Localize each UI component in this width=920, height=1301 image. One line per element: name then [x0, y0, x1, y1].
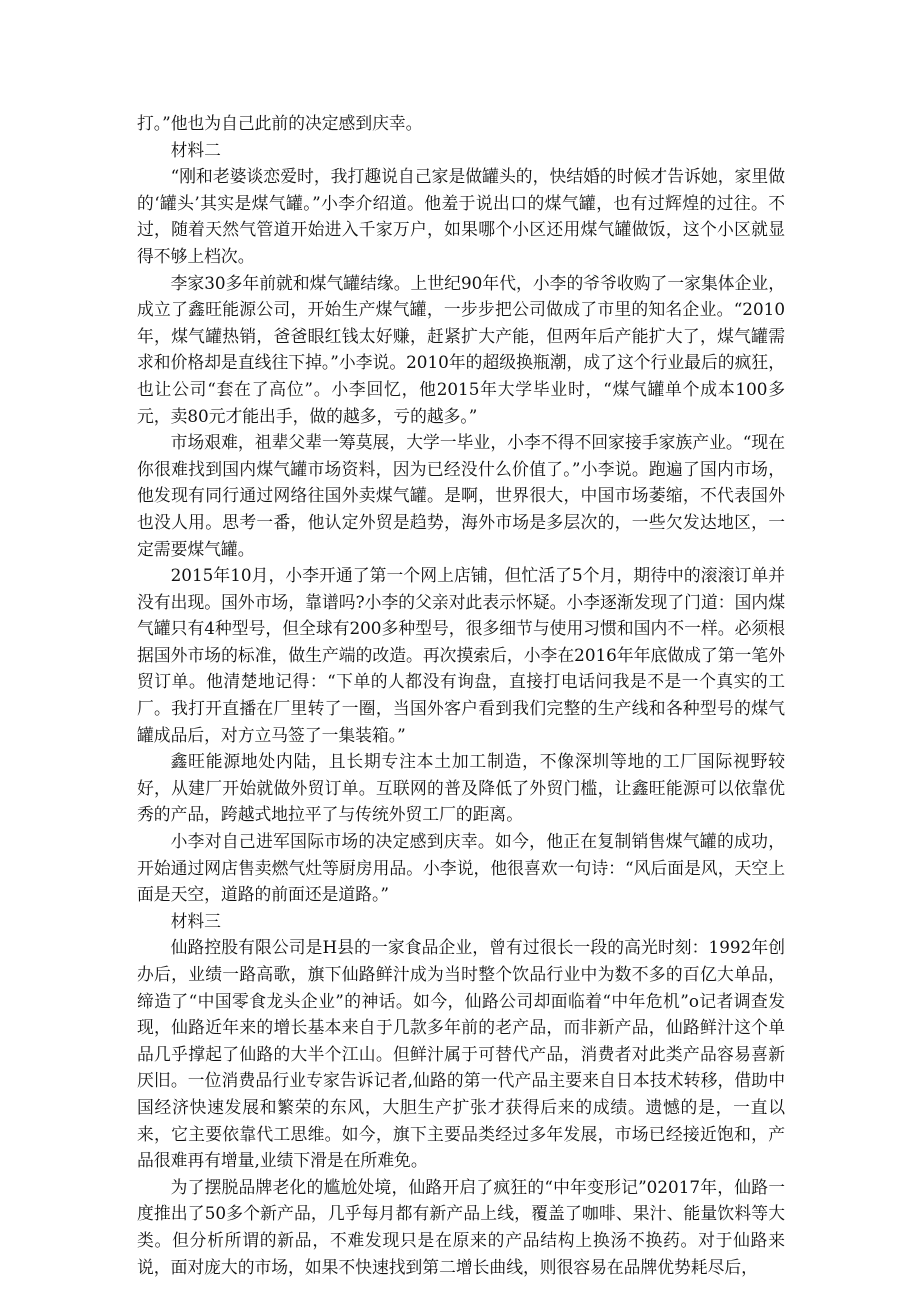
section-three-title: 材料三	[170, 910, 221, 931]
section-two-paragraph-4: 2015年10月，小李开通了第一个网上店铺，但忙活了5个月，期待中的滚滚订单并没有出现。国外市场，靠谱吗?小李的父亲对此表示怀疑。小李逐渐发现了门道：国内煤气罐只有4种型号，但全球有200多种型号，很多细节与使用习惯和国内不一样。必须根据国外市场的标准，做生产端的改造。再次摸索后，小李在2016年年底做成了第一笔外贸订单。他清楚地记得：“下单的人都没有询盘，直接打电话问我是不是一个真实的工厂。我打开直播在厂里转了一圈，当国外客户看到我们完整的生产线和各种型号的煤气罐成品后，对方立马签了一集装箱。”	[137, 565, 785, 745]
section-three-paragraph-2: 为了摆脱品牌老化的尴尬处境，仙路开启了疯狂的“中年变形记”02017年，仙路一度推出了50多个新产品，几乎每月都有新产品上线，覆盖了咖啡、果汁、能量饮料等大类。但分析所谓的新品，不难发现只是在原来的产品结构上换汤不换药。对于仙路来说，面对庞大的市场，如果不快速找到第二增长曲线，则很容易在品牌优势耗尽后，	[137, 1176, 785, 1277]
continuation-paragraph: 打。”他也为自己此前的决定感到庆幸。	[137, 113, 423, 133]
document-page	[137, 110, 785, 1280]
section-two-paragraph-6: 小李对自己进军国际市场的决定感到庆幸。如今，他正在复制销售煤气罐的成功，开始通过网店售卖燃气灶等厨房用品。小李说，他很喜欢一句诗：“风后面是风，天空上面是天空，道路的前面还是道路。”	[137, 831, 785, 905]
section-two-title: 材料二	[170, 139, 221, 160]
section-two-paragraph-2: 李家30多年前就和煤气罐结缘。上世纪90年代，小李的爷爷收购了一家集体企业，成立了鑫旺能源公司，开始生产煤气罐，一步步把公司做成了市里的知名企业。“2010年，煤气罐热销，爸爸眼红钱太好赚，赶紧扩大产能，但两年后产能扩大了，煤气罐需求和价格却是直线往下掉。”小李说。2010年的超级换瓶潮，成了这个行业最后的疯狂，也让公司“套在了高位”。小李回忆，他2015年大学毕业时，“煤气罐单个成本100多元，卖80元才能出手，做的越多，亏的越多。”	[137, 272, 785, 426]
section-two-paragraph-5: 鑫旺能源地处内陆，且长期专注本土加工制造，不像深圳等地的工厂国际视野较好，从建厂开始就做外贸订单。互联网的普及降低了外贸门槛，让鑫旺能源可以依靠优秀的产品，跨越式地拉平了与传统外贸工厂的距离。	[137, 751, 785, 825]
section-three-paragraph-1: 仙路控股有限公司是H县的一家食品企业，曾有过很长一段的高光时刻：1992年创办后，业绩一路高歌，旗下仙路鲜汁成为当时整个饮品行业中为数不多的百亿大单品，缔造了“中国零食龙头企业”的神话。如今，仙路公司却面临着“中年危机”o记者调查发现，仙路近年来的增长基本来自于几款多年前的老产品，而非新产品，仙路鲜汁这个单品几乎撑起了仙路的大半个江山。但鲜汁属于可替代产品，消费者对此类产品容易喜新厌旧。一位消费品行业专家告诉记者,仙路的第一代产品主要来自日本技术转移，借助中国经济快速发展和繁荣的东风，大胆生产扩张才获得后来的成绩。遗憾的是，一直以来，它主要依靠代工思维。如今，旗下主要品类经过多年发展，市场已经接近饱和，产品很难再有增量,业绩下滑是在所难免。	[137, 937, 785, 1171]
section-two-paragraph-3: 市场艰难，祖辈父辈一筹莫展，大学一毕业，小李不得不回家接手家族产业。“现在你很难找到国内煤气罐市场资料，因为已经没什么价值了。”小李说。跑遍了国内市场，他发现有同行通过网络往国外卖煤气罐。是啊，世界很大，中国市场萎缩，不代表国外也没人用。思考一番，他认定外贸是趋势，海外市场是多层次的，一些欠发达地区，一定需要煤气罐。	[137, 432, 785, 559]
section-two-paragraph-1: “刚和老婆谈恋爱时，我打趣说自己家是做罐头的，快结婚的时候才告诉她，家里做的‘罐头’其实是煤气罐。”小李介绍道。他羞于说出口的煤气罐，也有过辉煌的过往。不过，随着天然气管道开始进入千家万户，如果哪个小区还用煤气罐做饭，这个小区就显得不够上档次。	[137, 166, 785, 266]
